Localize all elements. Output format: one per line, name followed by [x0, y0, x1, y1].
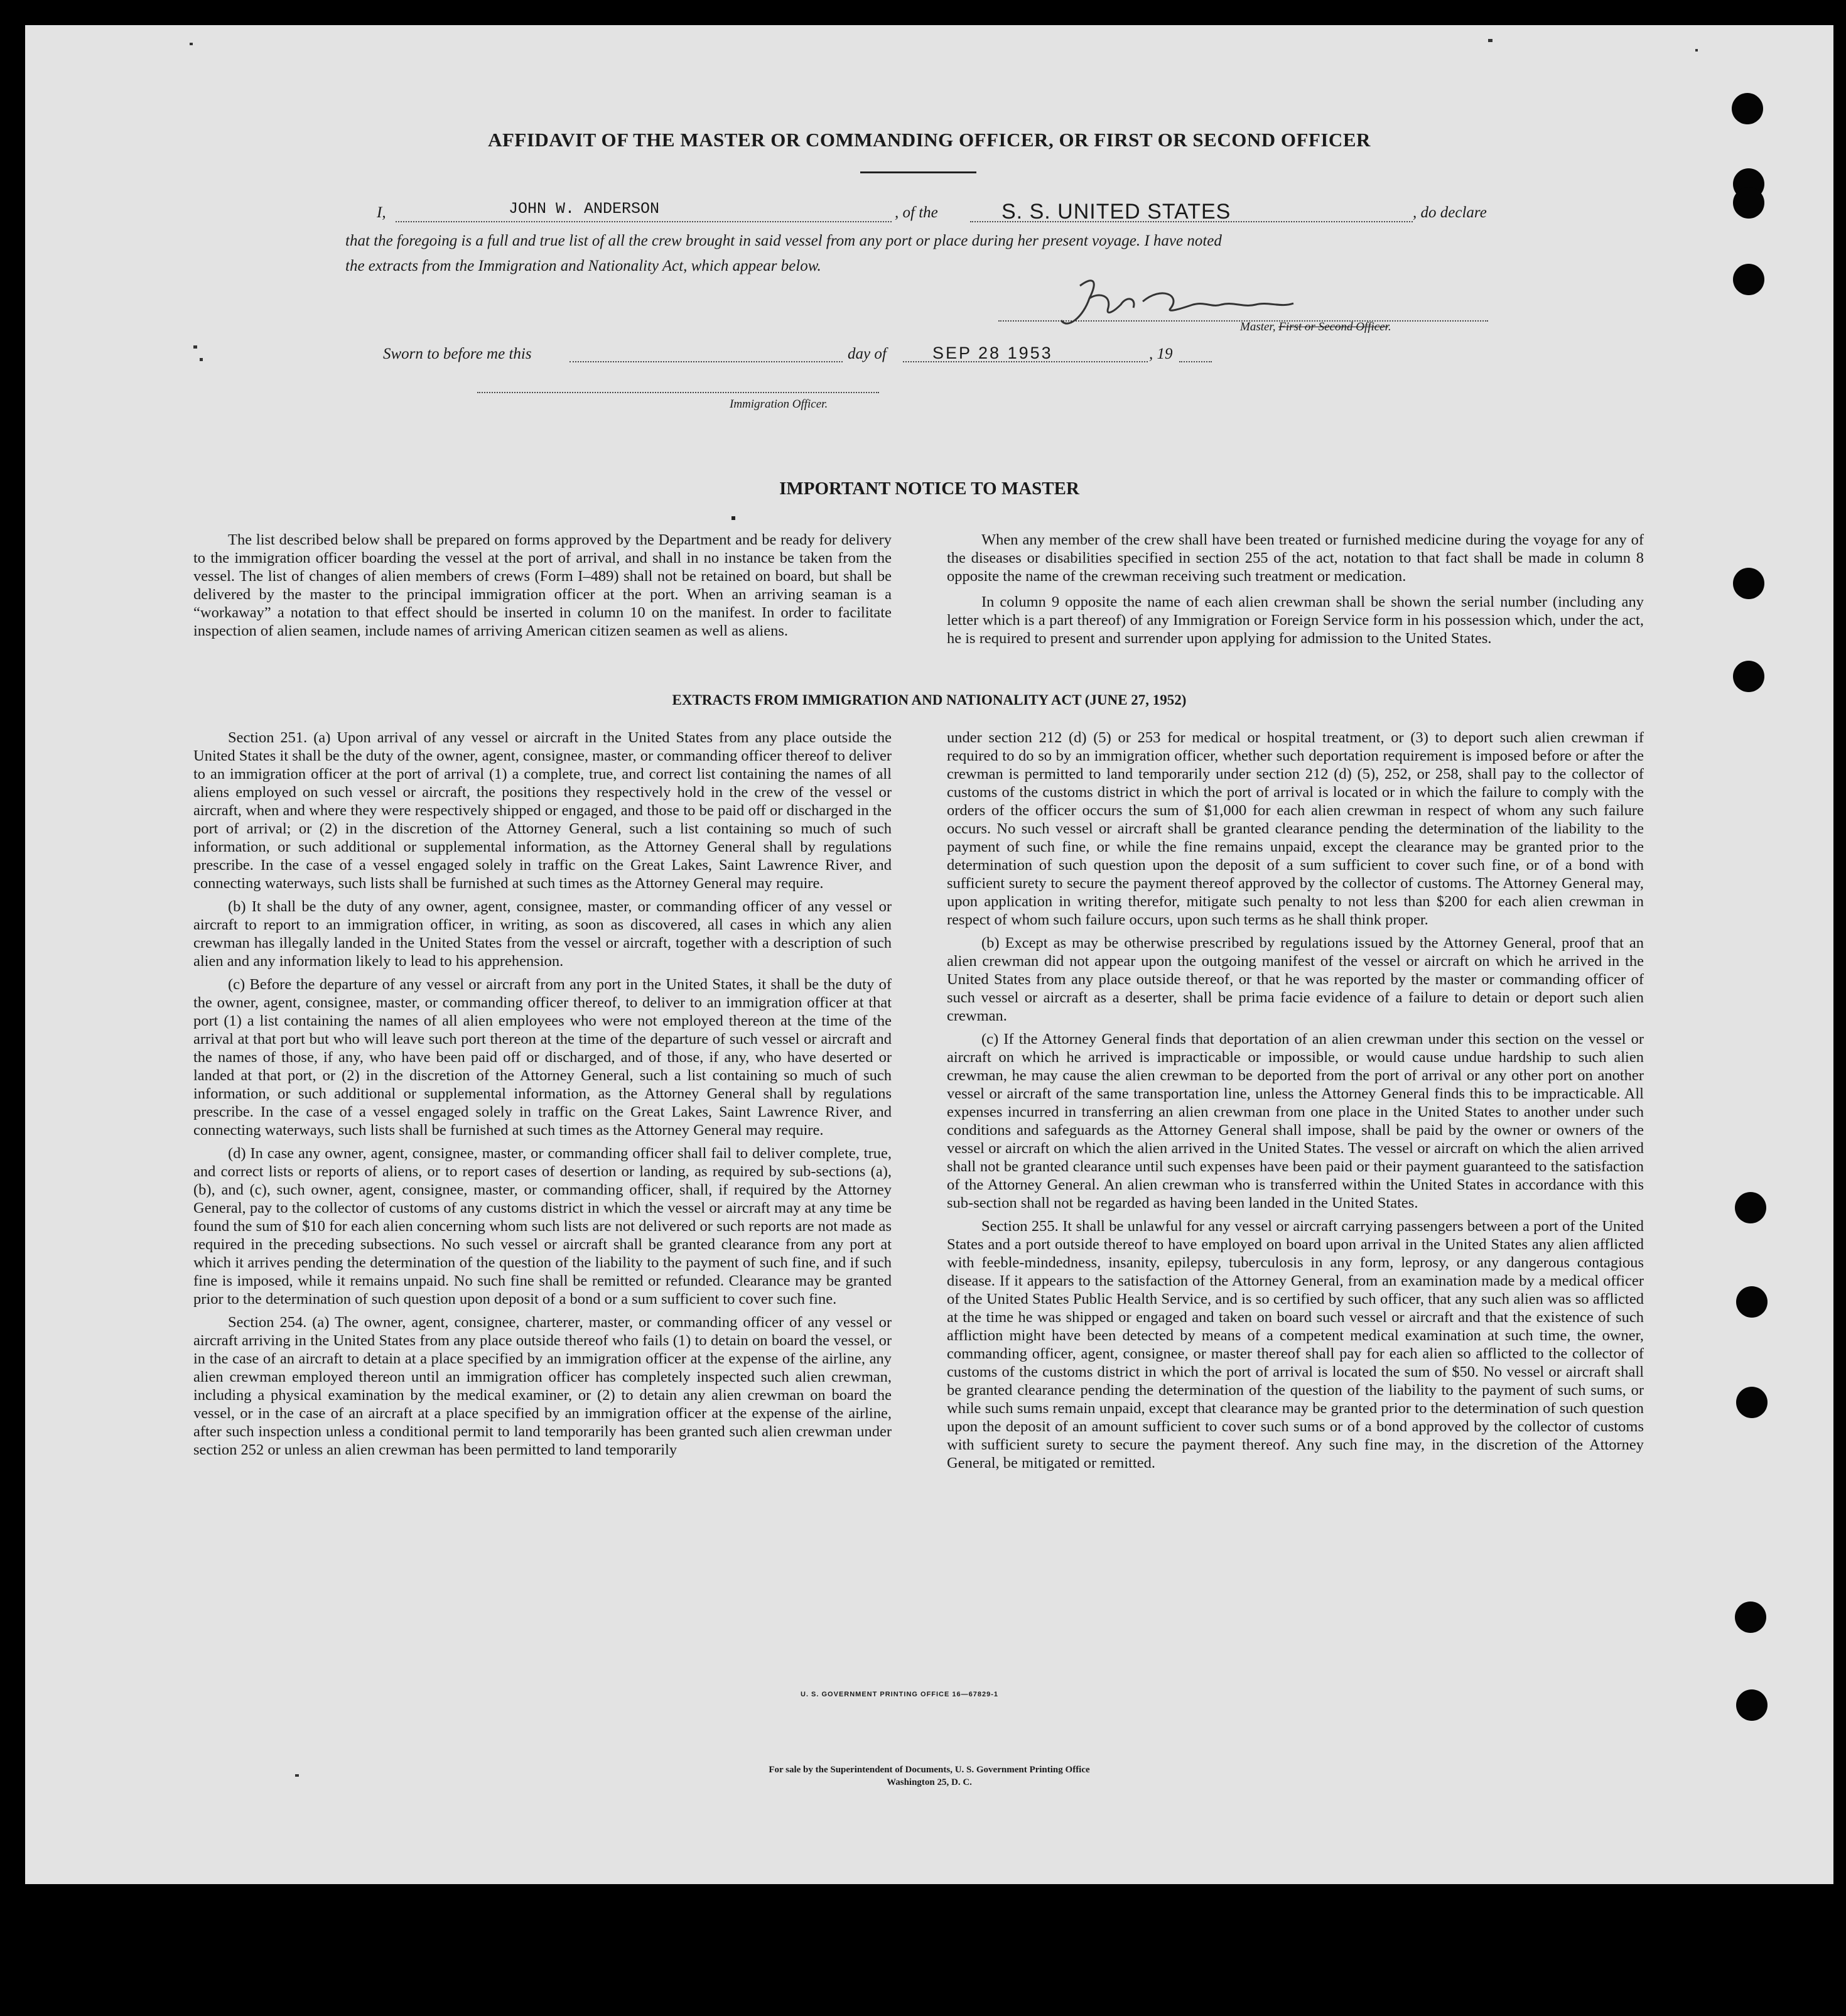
notice-right-paragraph: When any member of the crew shall have been treated or furnished medicine during the voyage for any of the diseases or disabilities specified in section 255 of the act, notation to that fact shall be made in column 8 opposite the name of the crewman receiving such treatment or medication.: [947, 531, 1644, 585]
section-254a-continued: under section 212 (d) (5) or 253 for medical or hospital treatment, or (3) to deport such alien crewman if required to do so by an immigration officer, whether such deportation requirement is imposed before or after the crewman is permitted to land temporarily under section 212 (d) (5), 252, or 258, shall pay to the collector of customs of the customs district in which the port of arrival is located or in which the failure to comply with the orders of the officer occurs the sum of $1,000 for each alien crewman in respect of whom any such failure occurs. No such vessel or aircraft shall be granted clearance pending the determination of the liability to the payment of such fine, or while the fine remains unpaid, except the clearance may be granted prior to the determination of such question upon the deposit of a sum sufficient to cover such fine, or of a bond with sufficient surety to secure the payment thereof approved by the collector of customs. The Attorney General may, upon application in writing therefor, mitigate such penalty to not less than $200 for each alien crewman in respect of whom such failure occurs, upon such terms as he shall think proper.: [947, 729, 1644, 928]
name-line: [396, 220, 892, 222]
speck: [295, 1774, 299, 1777]
section-254a: Section 254. (a) The owner, agent, consignee, charterer, master, or commanding officer of any vessel or aircraft arriving in the United States from any place outside thereof who fails (1) to detain on board the vessel, or in the case of an aircraft to detain at a place specified by an immigration officer at the expense of the airline, any alien crewman employed thereon until an immigration officer has completely inspected such alien crewman, including a physical examination by the medical examiner, or (2) to detain any alien crewman on board the vessel, or in the case of an aircraft at a place specified by an immigration officer at the expense of the airline, after such inspection unless a conditional permit to land temporarily has been granted such alien crewman under section 252 or unless an alien crewman has been permitted to land temporarily: [193, 1314, 892, 1458]
signature-caption: [1240, 320, 1391, 334]
punch-hole: [1733, 568, 1764, 599]
punch-hole: [1736, 1387, 1768, 1418]
punch-hole: [1733, 187, 1764, 219]
sale-line-1: For sale by the Superintendent of Documents, U. S. Government Printing Office: [769, 1765, 1090, 1775]
vessel-name: S. S. UNITED STATES: [1001, 200, 1231, 224]
section-251a: Section 251. (a) Upon arrival of any vessel or aircraft in the United States from any place outside the United States it shall be the duty of the owner, agent, consignee, master, or commanding officer thereof to deliver to an immigration officer at the port of arrival (1) a complete, true, and correct list containing the names of all aliens employed on such vessel or aircraft, the positions they respectively hold in the crew of the vessel or aircraft, when and where they were respectively shipped or engaged, and those to be paid off or discharged in the port of arrival; or (2) in the discretion of the Attorney General, such a list containing so much of such information, or such additional or supplemental information, as the Attorney General shall by regulations prescribe. In the case of a vessel engaged solely in traffic on the Great Lakes, Saint Lawrence River, and connecting waterways, such lists shall be furnished at such times as the Attorney General may require.: [193, 729, 892, 892]
day-of-label: day of: [848, 345, 887, 362]
i-label: I,: [377, 204, 386, 221]
speck: [193, 345, 197, 349]
notice-left-column: [193, 531, 892, 645]
section-255: Section 255. It shall be unlawful for any vessel or aircraft carrying passengers between a port of the United States and a port outside thereof to have employed on board upon arrival in the United States any alien afflicted with feeble-mindedness, insanity, epilepsy, tuberculosis in any form, leprosy, or any dangerous contagious disease. If it appears to the satisfaction of the Attorney General, from an examination made by a medical officer of the United States Public Health Service, and is so certified by such officer, that any such alien was so afflicted at the time he was shipped or engaged and taken on board such vessel or aircraft and that the existence of such affliction might have been detected by means of a competent medical examination at such time, the owner, commanding officer, agent, consignee, or master thereof shall pay for each alien so afflicted to the collector of customs of the customs district in which the port of arrival is located the sum of $50. No vessel or aircraft shall be granted clearance pending the determination of the question of the liability to the payment of such sums, or while such sums remain unpaid, except that clearance may be granted prior to the determination of such question upon the deposit of an amount sufficient to cover such sums or of a bond approved by the collector of customs with sufficient surety to secure the payment thereof. Any such fine may, in the discretion of the Attorney General, be mitigated or remitted.: [947, 1218, 1644, 1471]
extracts-right-column: [947, 729, 1644, 1477]
notice-title: IMPORTANT NOTICE TO MASTER: [779, 479, 1079, 499]
section-251d: (d) In case any owner, agent, consignee, master, or commanding officer shall fail to deliver complete, true, and correct lists or reports of aliens, or to report cases of desertion or landing, as required by sub-sections (a), (b), and (c), such owner, agent, consignee, master, or commanding officer, shall, if required by the Attorney General, pay to the collector of customs of any customs district in which the vessel or aircraft may at any time be found the sum of $10 for each alien concerning whom such lists are not delivered or such reports are not made as required in the preceding subsections. No such vessel or aircraft shall be granted clearance from any port at which it arrives pending the determination of the question of the liability to the payment of such fine, and if such fine is imposed, while it remains unpaid. No such fine shall be remitted or refunded. Clearance may be granted prior to the determination of such question upon deposit of a bond or a sum sufficient to cover such fine.: [193, 1145, 892, 1308]
sworn-label: Sworn to before me this: [383, 345, 532, 362]
form-title: AFFIDAVIT OF THE MASTER OR COMMANDING OFFICER, OR FIRST OR SECOND OFFICER: [488, 129, 1371, 151]
speck: [1488, 39, 1492, 42]
punch-hole: [1735, 1601, 1766, 1633]
notice-right-column: [947, 531, 1644, 653]
of-the-label: , of the: [895, 204, 938, 221]
punch-hole: [1733, 264, 1764, 295]
printer-mark: U. S. GOVERNMENT PRINTING OFFICE 16—67829-1: [801, 1691, 999, 1698]
punch-hole: [1736, 1689, 1768, 1721]
extracts-left-column: [193, 729, 892, 1464]
title-rule: [860, 171, 976, 173]
punch-hole: [1733, 661, 1764, 692]
sworn-day-line: [569, 360, 843, 362]
officer-label: Immigration Officer.: [730, 398, 828, 411]
section-254c: (c) If the Attorney General finds that deportation of an alien crewman under this section on the vessel or aircraft on which he arrived is impracticable or impossible, or would cause undue hardship to such alien crewman, he may cause the alien crewman to be deported from the port of arrival or any other port on another vessel or aircraft of the same transportation line, unless the Attorney General finds this to be impracticable. All expenses incurred in transferring an alien crewman from one place in the United States to another under such conditions and safeguards as the Attorney General shall impose, shall be paid by the owner or owners of the vessel or aircraft on which the alien arrived in the United States. The vessel or aircraft on which the alien arrived shall not be granted clearance until such expenses have been paid or their payment guaranteed to the satisfaction of the Attorney General. An alien crewman who is transferred within the United States in accordance with this sub-section shall not be regarded as having been landed in the United States.: [947, 1031, 1644, 1211]
sale-line-2: Washington 25, D. C.: [887, 1777, 972, 1787]
document-page: [25, 25, 1833, 1884]
date-stamp: SEP 28 1953: [932, 344, 1053, 362]
speck: [1695, 49, 1698, 51]
year-line: [1179, 360, 1212, 362]
speck: [190, 43, 193, 45]
master-label: Master,: [1240, 320, 1276, 333]
notice-left-paragraph: The list described below shall be prepared on forms approved by the Department and be ready for delivery to the immigration officer boarding the vessel at the port of arrival, and shall in no instance be taken from the vessel. The list of changes of alien members of crews (Form I–489) shall not be retained on board, but shall be delivered by the master to the principal immigration officer at the port. When an arriving seaman is a “workaway” a notation to that effect should be inserted in column 10 on the manifest. In order to facilitate inspection of alien seamen, include names of arriving American citizen seamen as well as aliens.: [193, 531, 892, 639]
speck: [731, 516, 735, 520]
notice-right-paragraph: In column 9 opposite the name of each alien crewman shall be shown the serial number (including any letter which is a part thereof) of any Immigration or Foreign Service form in his possession which, under the act, he is required to present and surrender upon applying for admission to the United States.: [947, 593, 1644, 647]
section-251b: (b) It shall be the duty of any owner, agent, consignee, master, or commanding officer of any vessel or aircraft to report to an immigration officer, in writing, as soon as discovered, all cases in which any alien crewman has illegally landed in the United States from the vessel or aircraft, together with a description of such alien and any information likely to lead to his apprehension.: [193, 898, 892, 970]
speck: [200, 358, 203, 361]
punch-hole: [1736, 1286, 1768, 1318]
declaration-line-2: that the foregoing is a full and true list of all the crew brought in said vessel from any port or place during her present voyage. I have noted: [345, 232, 1222, 249]
caption-period: .: [1388, 320, 1391, 333]
struck-officer-label: First or Second Officer: [1278, 320, 1388, 333]
officer-signature-line: [477, 391, 879, 393]
year-label: , 19: [1149, 345, 1173, 362]
punch-hole: [1732, 93, 1763, 124]
section-254b: (b) Except as may be otherwise prescribed by regulations issued by the Attorney General, proof that an alien crewman did not appear upon the outgoing manifest of the vessel or aircraft on which he arrived in the United States from any place outside thereof, or that he was reported by the master or commanding officer of such vessel or aircraft as a deserter, shall be prima facie evidence of a failure to detain or deport such alien crewman.: [947, 935, 1644, 1024]
section-251c: (c) Before the departure of any vessel or aircraft from any port in the United States, it shall be the duty of the owner, agent, consignee, master, or commanding officer thereof, to deliver to an immigration officer at that port (1) a list containing the names of all alien employees who were not employed thereon at the time of the arrival at that port but who will leave such port thereon at the time of the departure of such vessel or aircraft and the names of those, if any, who have been paid off or discharged, and of those, if any, who have deserted or landed at that port, or (2) in the discretion of the Attorney General, such a list containing so much of such information, or such additional or supplemental information, as the Attorney General shall by regulations prescribe. In the case of a vessel engaged solely in traffic on the Great Lakes, Saint Lawrence River, and connecting waterways, such lists shall be furnished at such times as the Attorney General may require.: [193, 976, 892, 1139]
do-declare-label: , do declare: [1413, 204, 1487, 221]
punch-hole: [1735, 1192, 1766, 1223]
extracts-title: EXTRACTS FROM IMMIGRATION AND NATIONALITY ACT (JUNE 27, 1952): [672, 692, 1187, 708]
master-name: JOHN W. ANDERSON: [509, 200, 660, 218]
declaration-line-3: the extracts from the Immigration and Nationality Act, which appear below.: [345, 257, 821, 274]
